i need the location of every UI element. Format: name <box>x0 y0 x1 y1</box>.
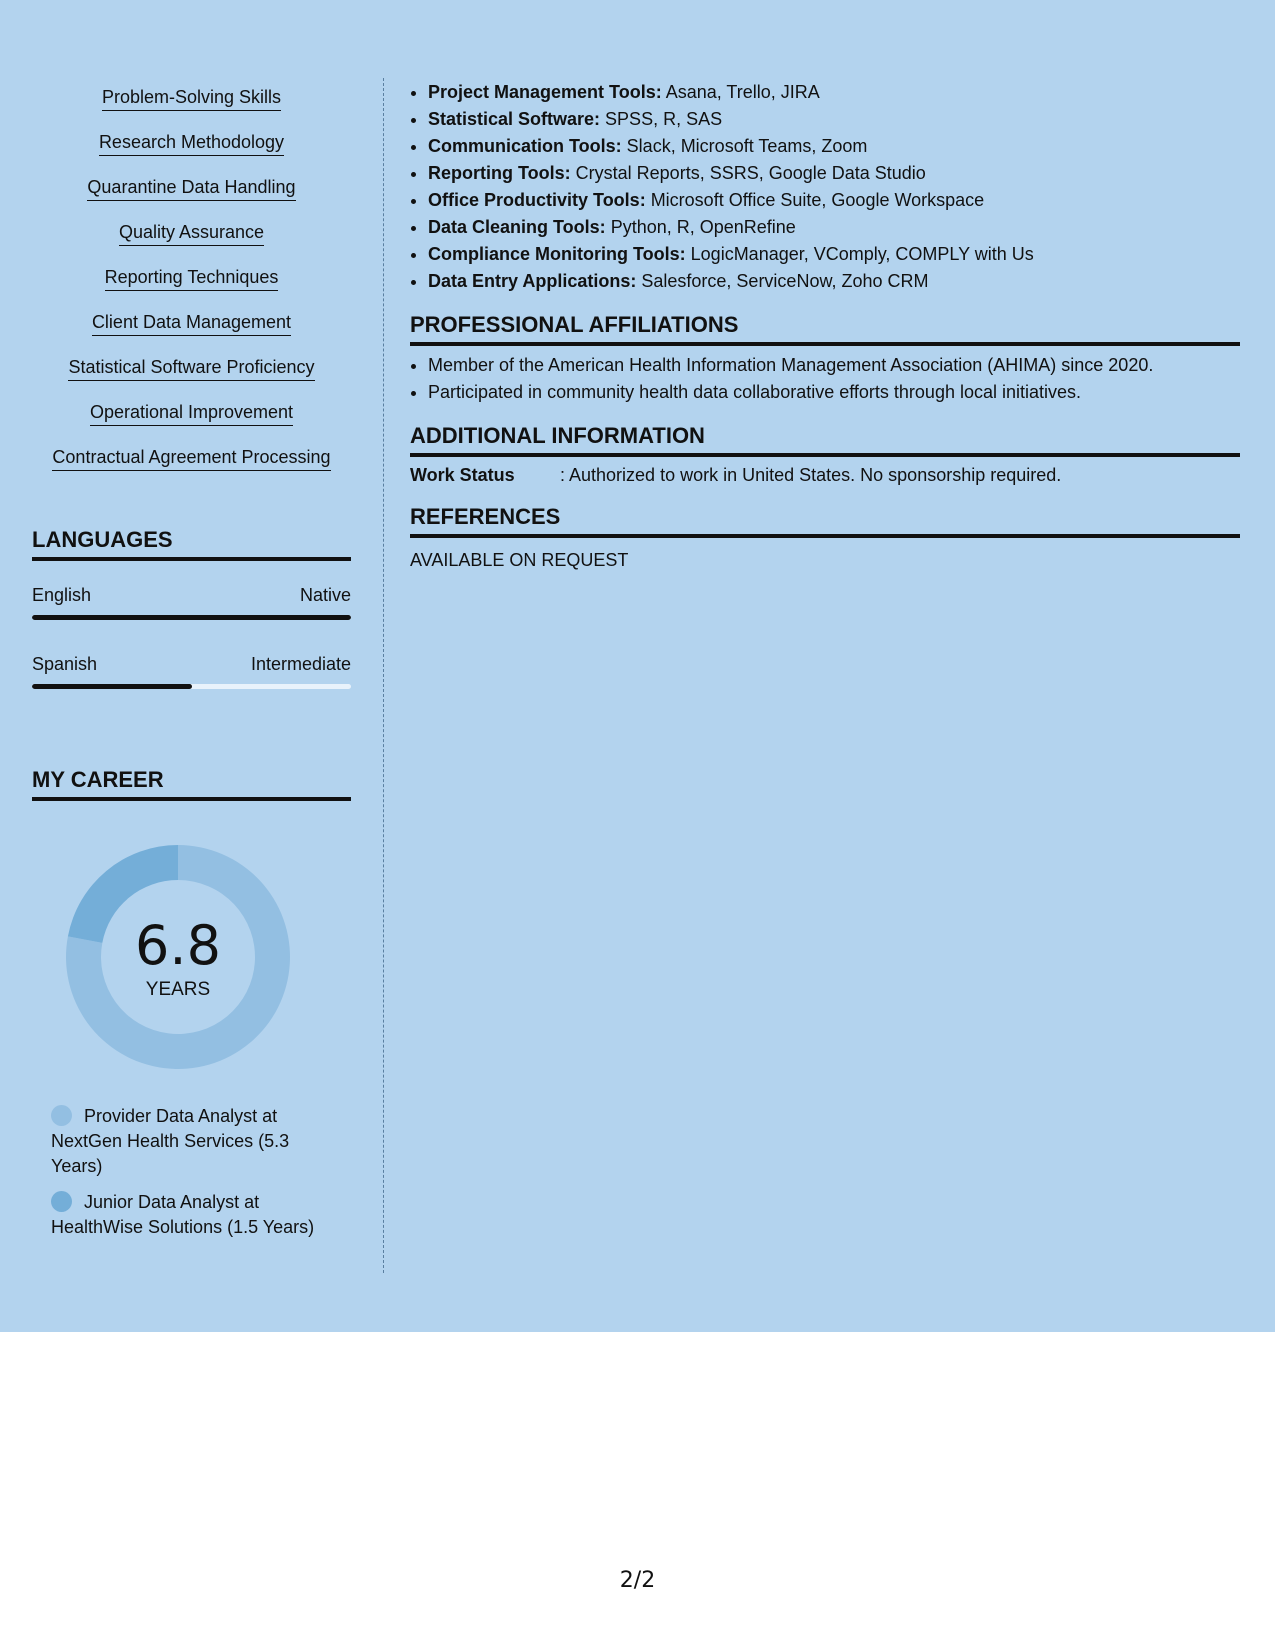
skill-item: Quarantine Data Handling <box>32 176 351 221</box>
additional-info-heading: ADDITIONAL INFORMATION <box>410 422 1240 457</box>
tool-item: • Project Management Tools: Asana, Trello, JIRA <box>428 79 1238 106</box>
skill-item: Statistical Software Proficiency <box>32 356 351 401</box>
column-divider <box>383 78 384 1273</box>
language-name: English <box>32 585 92 605</box>
skill-item: Problem-Solving Skills <box>32 86 351 131</box>
references-heading: REFERENCES <box>410 503 1240 538</box>
skills-list <box>32 86 351 491</box>
career-legend <box>51 1104 341 1251</box>
language-name: Spanish <box>32 654 98 674</box>
affiliations-heading: PROFESSIONAL AFFILIATIONS <box>410 311 1240 346</box>
work-status-row <box>410 463 1061 487</box>
work-status-label: Work Status <box>410 465 515 485</box>
tool-item: • Communication Tools: Slack, Microsoft Teams, Zoom <box>428 133 1238 160</box>
affiliation-item: • Member of the American Health Information Management Association (AHIMA) since 2020. <box>428 352 1238 379</box>
tool-item: • Compliance Monitoring Tools: LogicManager, VComply, COMPLY with Us <box>428 241 1238 268</box>
tool-item: • Reporting Tools: Crystal Reports, SSRS, Google Data Studio <box>428 160 1238 187</box>
skill-item: Client Data Management <box>32 311 351 356</box>
career-legend-item: Junior Data Analyst at HealthWise Solutions (1.5 Years) <box>51 1192 315 1237</box>
tool-item: • Data Entry Applications: Salesforce, ServiceNow, Zoho CRM <box>428 268 1238 295</box>
skill-item: Research Methodology <box>32 131 351 176</box>
affiliation-item: • Participated in community health data collaborative efforts through local initiatives. <box>428 379 1238 406</box>
language-level: Native <box>299 585 351 605</box>
language-row-spanish <box>32 653 351 675</box>
language-bar-spanish <box>32 684 351 689</box>
career-legend-item: Provider Data Analyst at NextGen Health Services (5.3 Years) <box>51 1106 290 1176</box>
work-status-value: : Authorized to work in United States. No sponsorship required. <box>560 465 1062 485</box>
languages-heading: LANGUAGES <box>32 526 351 561</box>
tools-list <box>410 79 1238 295</box>
language-row-english <box>32 584 351 606</box>
page-number: 2/2 <box>619 1568 656 1593</box>
affiliations-list <box>410 352 1238 406</box>
skill-item: Quality Assurance <box>32 221 351 266</box>
language-bar-english <box>32 615 351 620</box>
language-bar-fill <box>32 684 192 689</box>
career-total-unit: YEARS <box>145 979 211 1000</box>
skill-item: Operational Improvement <box>32 401 351 446</box>
career-heading: MY CAREER <box>32 766 351 801</box>
skill-item: Contractual Agreement Processing <box>32 446 351 491</box>
career-total-years: 6.8 <box>135 914 221 977</box>
tool-item: • Data Cleaning Tools: Python, R, OpenRefine <box>428 214 1238 241</box>
tool-item: • Office Productivity Tools: Microsoft Office Suite, Google Workspace <box>428 187 1238 214</box>
skill-item: Reporting Techniques <box>32 266 351 311</box>
references-text: AVAILABLE ON REQUEST <box>410 550 629 570</box>
tool-item: • Statistical Software: SPSS, R, SAS <box>428 106 1238 133</box>
legend-dot-icon <box>51 1191 72 1212</box>
language-level: Intermediate <box>250 654 351 674</box>
legend-dot-icon <box>51 1105 72 1126</box>
language-bar-fill <box>32 615 351 620</box>
